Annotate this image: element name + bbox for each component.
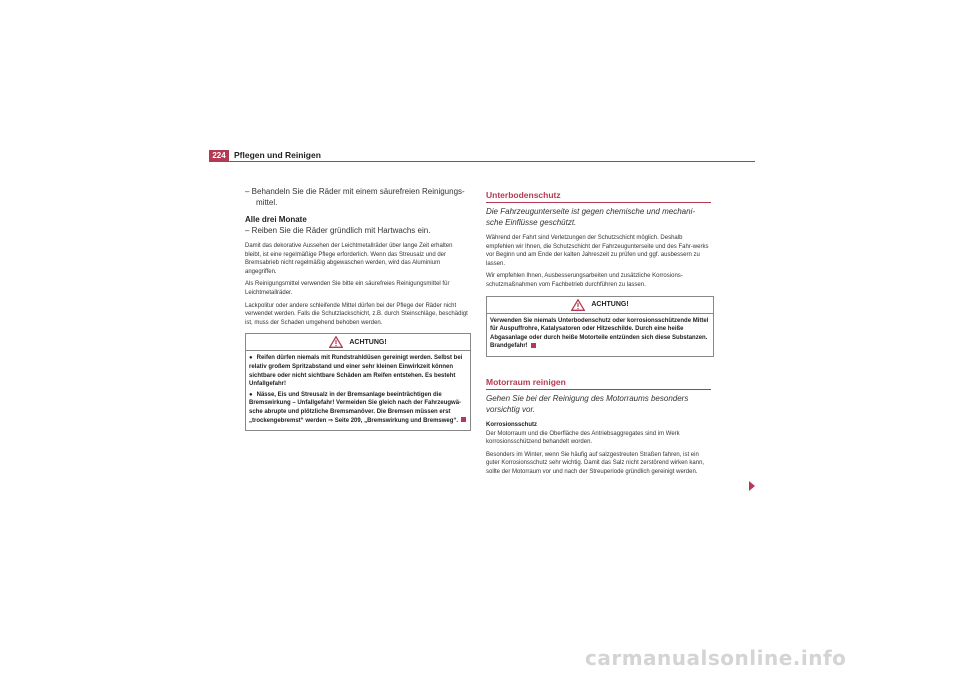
subheading: Korrosionsschutz [486,421,538,428]
warning-title: ACHTUNG! [591,301,629,309]
body-paragraph: Während der Fahrt sind Verletzungen der Schutzschicht möglich. Deshalb empfehlen wir Ihnen, die Schutzschicht der Fahrzeugunterseite und des Fahr-werks vor Beginn und am Ende der kalten Jahreszeit zu prüfen und ggf. ausbessern zu lassen. [486,235,709,267]
subheading: Alle drei Monate [245,215,307,224]
bullet-icon: ● [249,391,253,398]
warning-bullet: ● Reifen dürfen niemals mit Rundstrahldüsen gereinigt werden. Selbst bei relativ großem Spritzabstand und einer sehr kleinen Einwirkzeit können sichtbare oder nicht sichtbare Schäden am Reifen entstehen. Es besteht Unfallgefahr! [249,355,463,388]
watermark: carmanualsonline.info [585,646,847,670]
instruction-step: – Behandeln Sie die Räder mit einem säurefreien Reinigungs-mittel. [245,187,465,207]
warning-box [245,333,471,431]
body-paragraph: Lackpolitur oder andere schleifende Mittel dürfen bei der Pflege der Räder nicht verwendet werden. Falls die Schutzlackschicht, z.B. durch Steinschläge, beschädigt ist, muss der Schaden umgehend behoben werden. [245,302,468,326]
page-number: 224 [209,150,229,161]
header-rule [209,161,755,162]
running-header-title: Pflegen und Reinigen [234,150,321,160]
section-intro: Gehen Sie bei der Reinigung des Motorraums besonders vorsichtig vor. [486,393,689,414]
warning-bullet: ● Nässe, Eis und Streusalz in der Bremsanlage beeinträchtigen die Bremswirkung – Unfallgefahr! Vermeiden Sie gleich nach der Fahrzeugwä-sche abrupte und plötzliche Bremsmanöver. Die Bremsen müssen erst „trockengebremst“ werden ⇒ Seite 209, „Bremswirkung und Bremsweg“. [249,391,467,425]
right-column [486,190,711,481]
left-column [245,186,470,431]
body-paragraph: Besonders im Winter, wenn Sie häufig auf salzgestreuten Straßen fahren, ist ein guter Korrosionsschutz sehr wichtig. Damit das Salz nicht zerstörend wirken kann, sollte der Motorraum vor und nach der Streuperiode gründlich gereinigt werden. [486,451,705,475]
warning-title: ACHTUNG! [349,338,387,346]
warning-header [246,334,470,351]
section-heading: Motorraum reinigen [486,377,711,390]
body-paragraph: Als Reinigungsmittel verwenden Sie bitte ein säurefreies Reinigungsmittel für Leichtmetallräder. [245,281,450,296]
end-mark-icon [531,343,536,348]
section-intro: Die Fahrzeugunterseite ist gegen chemische und mechani-sche Einflüsse geschützt. [486,207,696,227]
body-paragraph: Der Motorraum und die Oberfläche des Antriebsaggregates sind im Werk korrosionsschützend behandelt worden. [486,430,680,446]
warning-box [486,296,714,357]
warning-triangle-icon [329,336,343,348]
warning-triangle-icon [571,299,585,311]
warning-text: Verwenden Sie niemals Unterbodenschutz oder korrosionsschützende Mittel für Auspuffrohre, Katalysatoren oder Hitzeschilde. Durch eine heiße Abgasanlage oder durch heiße Motorteile entzünden sich diese Substanzen. Brandgefahr! [490,317,709,350]
bullet-icon: ● [249,355,253,362]
section-heading: Unterbodenschutz [486,190,711,203]
warning-header [487,297,713,314]
body-paragraph: Damit das dekorative Aussehen der Leichtmetallräder über lange Zeit erhalten bleibt, ist eine regelmäßige Pflege erforderlich. Wenn das Streusalz und der Bremsabrieb nicht regelmäßig abgewaschen werden, wird das Aluminium angegriffen. [245,243,453,275]
end-mark-icon [461,417,466,422]
body-paragraph: Wir empfehlen Ihnen, Ausbesserungsarbeiten und zusätzliche Korrosions-schutzmaßnahmen vom Fachbetrieb durchführen zu lassen. [486,273,683,288]
continue-arrow-icon [749,481,755,491]
instruction-step: – Reiben Sie die Räder gründlich mit Hartwachs ein. [245,226,431,235]
